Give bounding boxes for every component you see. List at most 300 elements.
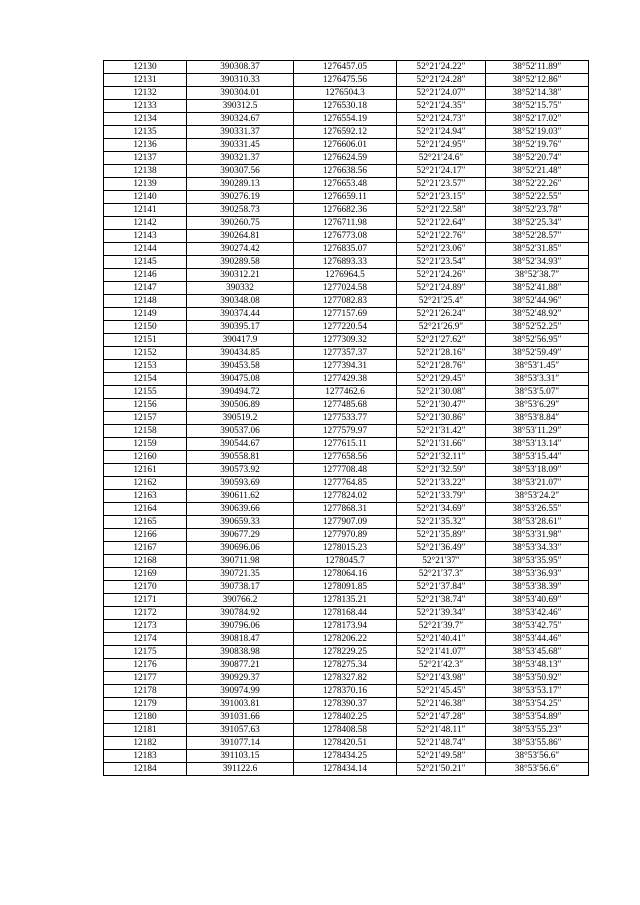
table-row [104, 269, 589, 282]
point-number-cell: 12131 [104, 74, 187, 87]
table-row [104, 451, 589, 464]
x-coordinate-cell: 390519.2 [187, 412, 294, 425]
x-coordinate-cell: 390544.67 [187, 438, 294, 451]
table-row [104, 581, 589, 594]
table-row [104, 334, 589, 347]
latitude-cell: 52°21′22.76″ [397, 230, 486, 243]
x-coordinate-cell: 390321.37 [187, 152, 294, 165]
table-row [104, 672, 589, 685]
longitude-cell: 38°53′11.29″ [486, 425, 589, 438]
latitude-cell: 52°21′38.74″ [397, 594, 486, 607]
point-number-cell: 12135 [104, 126, 187, 139]
point-number-cell: 12160 [104, 451, 187, 464]
longitude-cell: 38°53′45.68″ [486, 646, 589, 659]
point-number-cell: 12149 [104, 308, 187, 321]
point-number-cell: 12184 [104, 763, 187, 776]
table-row [104, 399, 589, 412]
point-number-cell: 12157 [104, 412, 187, 425]
y-coordinate-cell: 1277157.69 [294, 308, 397, 321]
x-coordinate-cell: 390258.73 [187, 204, 294, 217]
y-coordinate-cell: 1278229.25 [294, 646, 397, 659]
y-coordinate-cell: 1276606.01 [294, 139, 397, 152]
point-number-cell: 12169 [104, 568, 187, 581]
longitude-cell: 38°53′6.29″ [486, 399, 589, 412]
point-number-cell: 12166 [104, 529, 187, 542]
x-coordinate-cell: 390929.37 [187, 672, 294, 685]
latitude-cell: 52°21′35.89″ [397, 529, 486, 542]
table-row [104, 503, 589, 516]
point-number-cell: 12130 [104, 61, 187, 74]
latitude-cell: 52°21′33.79″ [397, 490, 486, 503]
x-coordinate-cell: 390558.81 [187, 451, 294, 464]
longitude-cell: 38°53′28.61″ [486, 516, 589, 529]
point-number-cell: 12139 [104, 178, 187, 191]
point-number-cell: 12136 [104, 139, 187, 152]
table-row [104, 620, 589, 633]
x-coordinate-cell: 390611.62 [187, 490, 294, 503]
table-row [104, 477, 589, 490]
y-coordinate-cell: 1276504.3 [294, 87, 397, 100]
latitude-cell: 52°21′24.17″ [397, 165, 486, 178]
x-coordinate-cell: 390766.2 [187, 594, 294, 607]
point-number-cell: 12142 [104, 217, 187, 230]
latitude-cell: 52°21′34.69″ [397, 503, 486, 516]
longitude-cell: 38°53′18.09″ [486, 464, 589, 477]
longitude-cell: 38°52′59.49″ [486, 347, 589, 360]
longitude-cell: 38°53′44.46″ [486, 633, 589, 646]
table-row [104, 425, 589, 438]
longitude-cell: 38°53′8.84″ [486, 412, 589, 425]
x-coordinate-cell: 391031.66 [187, 711, 294, 724]
latitude-cell: 52°21′23.54″ [397, 256, 486, 269]
longitude-cell: 38°53′42.75″ [486, 620, 589, 633]
y-coordinate-cell: 1276475.56 [294, 74, 397, 87]
longitude-cell: 38°52′25.34″ [486, 217, 589, 230]
table-row [104, 100, 589, 113]
table-row [104, 685, 589, 698]
y-coordinate-cell: 1278402.25 [294, 711, 397, 724]
point-number-cell: 12151 [104, 334, 187, 347]
y-coordinate-cell: 1278064.16 [294, 568, 397, 581]
latitude-cell: 52°21′39.7″ [397, 620, 486, 633]
table-row [104, 152, 589, 165]
longitude-cell: 38°52′22.55″ [486, 191, 589, 204]
x-coordinate-cell: 390312.5 [187, 100, 294, 113]
latitude-cell: 52°21′27.62″ [397, 334, 486, 347]
point-number-cell: 12150 [104, 321, 187, 334]
table-row [104, 139, 589, 152]
longitude-cell: 38°53′53.17″ [486, 685, 589, 698]
longitude-cell: 38°53′40.69″ [486, 594, 589, 607]
point-number-cell: 12134 [104, 113, 187, 126]
y-coordinate-cell: 1277658.56 [294, 451, 397, 464]
point-number-cell: 12183 [104, 750, 187, 763]
y-coordinate-cell: 1277708.48 [294, 464, 397, 477]
table-row [104, 191, 589, 204]
latitude-cell: 52°21′23.15″ [397, 191, 486, 204]
longitude-cell: 38°53′26.55″ [486, 503, 589, 516]
y-coordinate-cell: 1276893.33 [294, 256, 397, 269]
latitude-cell: 52°21′24.73″ [397, 113, 486, 126]
table-row [104, 568, 589, 581]
y-coordinate-cell: 1276638.56 [294, 165, 397, 178]
latitude-cell: 52°21′30.86″ [397, 412, 486, 425]
table-row [104, 516, 589, 529]
latitude-cell: 52°21′23.06″ [397, 243, 486, 256]
longitude-cell: 38°52′48.92″ [486, 308, 589, 321]
longitude-cell: 38°53′54.89″ [486, 711, 589, 724]
x-coordinate-cell: 390417.9 [187, 334, 294, 347]
longitude-cell: 38°52′12.86″ [486, 74, 589, 87]
point-number-cell: 12141 [104, 204, 187, 217]
y-coordinate-cell: 1276624.59 [294, 152, 397, 165]
latitude-cell: 52°21′35.32″ [397, 516, 486, 529]
point-number-cell: 12163 [104, 490, 187, 503]
x-coordinate-cell: 390434.85 [187, 347, 294, 360]
point-number-cell: 12171 [104, 594, 187, 607]
longitude-cell: 38°52′56.95″ [486, 334, 589, 347]
y-coordinate-cell: 1277868.31 [294, 503, 397, 516]
point-number-cell: 12152 [104, 347, 187, 360]
x-coordinate-cell: 391077.14 [187, 737, 294, 750]
latitude-cell: 52°21′28.76″ [397, 360, 486, 373]
y-coordinate-cell: 1278135.21 [294, 594, 397, 607]
x-coordinate-cell: 390307.56 [187, 165, 294, 178]
point-number-cell: 12137 [104, 152, 187, 165]
point-number-cell: 12144 [104, 243, 187, 256]
latitude-cell: 52°21′32.59″ [397, 464, 486, 477]
point-number-cell: 12173 [104, 620, 187, 633]
latitude-cell: 52°21′30.47″ [397, 399, 486, 412]
table-row [104, 386, 589, 399]
point-number-cell: 12176 [104, 659, 187, 672]
latitude-cell: 52°21′45.45″ [397, 685, 486, 698]
table-row [104, 61, 589, 74]
point-number-cell: 12178 [104, 685, 187, 698]
y-coordinate-cell: 1278206.22 [294, 633, 397, 646]
y-coordinate-cell: 1278370.16 [294, 685, 397, 698]
table-row [104, 438, 589, 451]
latitude-cell: 52°21′37″ [397, 555, 486, 568]
y-coordinate-cell: 1276653.48 [294, 178, 397, 191]
latitude-cell: 52°21′24.35″ [397, 100, 486, 113]
x-coordinate-cell: 390289.58 [187, 256, 294, 269]
y-coordinate-cell: 1276457.05 [294, 61, 397, 74]
latitude-cell: 52°21′28.16″ [397, 347, 486, 360]
longitude-cell: 38°53′31.98″ [486, 529, 589, 542]
table-row [104, 763, 589, 776]
point-number-cell: 12175 [104, 646, 187, 659]
longitude-cell: 38°52′17.02″ [486, 113, 589, 126]
table-row [104, 295, 589, 308]
y-coordinate-cell: 1278091.85 [294, 581, 397, 594]
table-row [104, 711, 589, 724]
y-coordinate-cell: 1278420.51 [294, 737, 397, 750]
longitude-cell: 38°53′48.13″ [486, 659, 589, 672]
latitude-cell: 52°21′22.64″ [397, 217, 486, 230]
x-coordinate-cell: 390796.06 [187, 620, 294, 633]
longitude-cell: 38°53′5.07″ [486, 386, 589, 399]
coordinate-table [103, 60, 589, 776]
x-coordinate-cell: 390331.37 [187, 126, 294, 139]
y-coordinate-cell: 1278327.82 [294, 672, 397, 685]
y-coordinate-cell: 1278045.7 [294, 555, 397, 568]
x-coordinate-cell: 390274.42 [187, 243, 294, 256]
table-row [104, 633, 589, 646]
longitude-cell: 38°52′52.25″ [486, 321, 589, 334]
latitude-cell: 52°21′41.07″ [397, 646, 486, 659]
table-row [104, 750, 589, 763]
x-coordinate-cell: 390877.21 [187, 659, 294, 672]
longitude-cell: 38°52′15.75″ [486, 100, 589, 113]
y-coordinate-cell: 1277082.83 [294, 295, 397, 308]
latitude-cell: 52°21′47.28″ [397, 711, 486, 724]
x-coordinate-cell: 390573.92 [187, 464, 294, 477]
table-row [104, 698, 589, 711]
y-coordinate-cell: 1276592.12 [294, 126, 397, 139]
y-coordinate-cell: 1278390.37 [294, 698, 397, 711]
x-coordinate-cell: 390677.29 [187, 529, 294, 542]
table-row [104, 113, 589, 126]
point-number-cell: 12172 [104, 607, 187, 620]
longitude-cell: 38°53′56.6″ [486, 763, 589, 776]
table-row [104, 555, 589, 568]
latitude-cell: 52°21′40.41″ [397, 633, 486, 646]
y-coordinate-cell: 1277579.97 [294, 425, 397, 438]
longitude-cell: 38°53′24.2″ [486, 490, 589, 503]
latitude-cell: 52°21′31.66″ [397, 438, 486, 451]
table-row [104, 217, 589, 230]
y-coordinate-cell: 1277824.02 [294, 490, 397, 503]
table-row [104, 74, 589, 87]
y-coordinate-cell: 1277907.09 [294, 516, 397, 529]
y-coordinate-cell: 1277309.32 [294, 334, 397, 347]
y-coordinate-cell: 1277764.85 [294, 477, 397, 490]
point-number-cell: 12153 [104, 360, 187, 373]
x-coordinate-cell: 390332 [187, 282, 294, 295]
latitude-cell: 52°21′25.4″ [397, 295, 486, 308]
point-number-cell: 12156 [104, 399, 187, 412]
longitude-cell: 38°52′19.76″ [486, 139, 589, 152]
y-coordinate-cell: 1277394.31 [294, 360, 397, 373]
latitude-cell: 52°21′33.22″ [397, 477, 486, 490]
longitude-cell: 38°53′36.93″ [486, 568, 589, 581]
y-coordinate-cell: 1277615.11 [294, 438, 397, 451]
longitude-cell: 38°52′34.93″ [486, 256, 589, 269]
point-number-cell: 12155 [104, 386, 187, 399]
point-number-cell: 12168 [104, 555, 187, 568]
longitude-cell: 38°53′3.31″ [486, 373, 589, 386]
longitude-cell: 38°52′20.74″ [486, 152, 589, 165]
table-row [104, 529, 589, 542]
latitude-cell: 52°21′24.26″ [397, 269, 486, 282]
longitude-cell: 38°53′15.44″ [486, 451, 589, 464]
coordinate-table-body [104, 61, 589, 776]
y-coordinate-cell: 1277970.89 [294, 529, 397, 542]
y-coordinate-cell: 1278434.14 [294, 763, 397, 776]
latitude-cell: 52°21′26.9″ [397, 321, 486, 334]
table-row [104, 412, 589, 425]
table-row [104, 282, 589, 295]
longitude-cell: 38°52′22.26″ [486, 178, 589, 191]
longitude-cell: 38°53′42.46″ [486, 607, 589, 620]
latitude-cell: 52°21′43.98″ [397, 672, 486, 685]
point-number-cell: 12181 [104, 724, 187, 737]
point-number-cell: 12162 [104, 477, 187, 490]
longitude-cell: 38°53′55.86″ [486, 737, 589, 750]
point-number-cell: 12140 [104, 191, 187, 204]
longitude-cell: 38°53′35.95″ [486, 555, 589, 568]
longitude-cell: 38°52′19.03″ [486, 126, 589, 139]
latitude-cell: 52°21′26.24″ [397, 308, 486, 321]
x-coordinate-cell: 390537.06 [187, 425, 294, 438]
point-number-cell: 12177 [104, 672, 187, 685]
point-number-cell: 12170 [104, 581, 187, 594]
x-coordinate-cell: 390348.08 [187, 295, 294, 308]
point-number-cell: 12179 [104, 698, 187, 711]
x-coordinate-cell: 390304.01 [187, 87, 294, 100]
y-coordinate-cell: 1276659.11 [294, 191, 397, 204]
x-coordinate-cell: 390308.37 [187, 61, 294, 74]
point-number-cell: 12145 [104, 256, 187, 269]
longitude-cell: 38°52′23.78″ [486, 204, 589, 217]
x-coordinate-cell: 390289.13 [187, 178, 294, 191]
table-row [104, 464, 589, 477]
y-coordinate-cell: 1278434.25 [294, 750, 397, 763]
latitude-cell: 52°21′24.6″ [397, 152, 486, 165]
table-row [104, 256, 589, 269]
y-coordinate-cell: 1277533.77 [294, 412, 397, 425]
table-row [104, 646, 589, 659]
table-row [104, 178, 589, 191]
table-row [104, 360, 589, 373]
point-number-cell: 12180 [104, 711, 187, 724]
longitude-cell: 38°53′21.07″ [486, 477, 589, 490]
x-coordinate-cell: 390374.44 [187, 308, 294, 321]
point-number-cell: 12167 [104, 542, 187, 555]
y-coordinate-cell: 1278168.44 [294, 607, 397, 620]
table-row [104, 126, 589, 139]
table-row [104, 607, 589, 620]
longitude-cell: 38°52′14.38″ [486, 87, 589, 100]
longitude-cell: 38°52′11.89″ [486, 61, 589, 74]
y-coordinate-cell: 1278408.58 [294, 724, 397, 737]
latitude-cell: 52°21′24.07″ [397, 87, 486, 100]
x-coordinate-cell: 390506.89 [187, 399, 294, 412]
y-coordinate-cell: 1276773.08 [294, 230, 397, 243]
x-coordinate-cell: 390974.99 [187, 685, 294, 698]
table-row [104, 230, 589, 243]
x-coordinate-cell: 390395.17 [187, 321, 294, 334]
longitude-cell: 38°52′31.85″ [486, 243, 589, 256]
x-coordinate-cell: 390453.58 [187, 360, 294, 373]
longitude-cell: 38°52′28.57″ [486, 230, 589, 243]
longitude-cell: 38°53′56.6″ [486, 750, 589, 763]
point-number-cell: 12143 [104, 230, 187, 243]
longitude-cell: 38°53′34.33″ [486, 542, 589, 555]
latitude-cell: 52°21′42.3″ [397, 659, 486, 672]
y-coordinate-cell: 1278015.23 [294, 542, 397, 555]
x-coordinate-cell: 390696.06 [187, 542, 294, 555]
point-number-cell: 12154 [104, 373, 187, 386]
point-number-cell: 12159 [104, 438, 187, 451]
longitude-cell: 38°52′44.96″ [486, 295, 589, 308]
x-coordinate-cell: 390260.75 [187, 217, 294, 230]
x-coordinate-cell: 390838.98 [187, 646, 294, 659]
x-coordinate-cell: 390593.69 [187, 477, 294, 490]
table-row [104, 347, 589, 360]
x-coordinate-cell: 390721.35 [187, 568, 294, 581]
x-coordinate-cell: 391057.63 [187, 724, 294, 737]
latitude-cell: 52°21′29.45″ [397, 373, 486, 386]
x-coordinate-cell: 390639.66 [187, 503, 294, 516]
x-coordinate-cell: 390711.98 [187, 555, 294, 568]
latitude-cell: 52°21′24.22″ [397, 61, 486, 74]
point-number-cell: 12132 [104, 87, 187, 100]
y-coordinate-cell: 1276682.36 [294, 204, 397, 217]
latitude-cell: 52°21′48.74″ [397, 737, 486, 750]
table-row [104, 87, 589, 100]
table-row [104, 165, 589, 178]
point-number-cell: 12133 [104, 100, 187, 113]
x-coordinate-cell: 391122.6 [187, 763, 294, 776]
latitude-cell: 52°21′24.94″ [397, 126, 486, 139]
longitude-cell: 38°52′38.7″ [486, 269, 589, 282]
table-row [104, 204, 589, 217]
y-coordinate-cell: 1276554.19 [294, 113, 397, 126]
latitude-cell: 52°21′24.95″ [397, 139, 486, 152]
point-number-cell: 12148 [104, 295, 187, 308]
y-coordinate-cell: 1276835.07 [294, 243, 397, 256]
table-row [104, 321, 589, 334]
latitude-cell: 52°21′24.28″ [397, 74, 486, 87]
x-coordinate-cell: 390475.08 [187, 373, 294, 386]
y-coordinate-cell: 1278275.34 [294, 659, 397, 672]
latitude-cell: 52°21′48.11″ [397, 724, 486, 737]
longitude-cell: 38°52′21.48″ [486, 165, 589, 178]
y-coordinate-cell: 1277485.68 [294, 399, 397, 412]
x-coordinate-cell: 390494.72 [187, 386, 294, 399]
x-coordinate-cell: 390818.47 [187, 633, 294, 646]
x-coordinate-cell: 390659.33 [187, 516, 294, 529]
latitude-cell: 52°21′23.57″ [397, 178, 486, 191]
latitude-cell: 52°21′39.34″ [397, 607, 486, 620]
longitude-cell: 38°52′41.88″ [486, 282, 589, 295]
latitude-cell: 52°21′49.58″ [397, 750, 486, 763]
x-coordinate-cell: 391003.81 [187, 698, 294, 711]
table-row [104, 490, 589, 503]
x-coordinate-cell: 390331.45 [187, 139, 294, 152]
table-row [104, 659, 589, 672]
longitude-cell: 38°53′38.39″ [486, 581, 589, 594]
latitude-cell: 52°21′24.89″ [397, 282, 486, 295]
x-coordinate-cell: 390264.81 [187, 230, 294, 243]
latitude-cell: 52°21′37.84″ [397, 581, 486, 594]
y-coordinate-cell: 1278173.94 [294, 620, 397, 633]
table-row [104, 542, 589, 555]
point-number-cell: 12164 [104, 503, 187, 516]
latitude-cell: 52°21′32.11″ [397, 451, 486, 464]
y-coordinate-cell: 1277462.6 [294, 386, 397, 399]
point-number-cell: 12174 [104, 633, 187, 646]
y-coordinate-cell: 1277220.54 [294, 321, 397, 334]
latitude-cell: 52°21′37.3″ [397, 568, 486, 581]
x-coordinate-cell: 390312.21 [187, 269, 294, 282]
x-coordinate-cell: 390784.92 [187, 607, 294, 620]
y-coordinate-cell: 1277357.37 [294, 347, 397, 360]
latitude-cell: 52°21′50.21″ [397, 763, 486, 776]
table-row [104, 594, 589, 607]
